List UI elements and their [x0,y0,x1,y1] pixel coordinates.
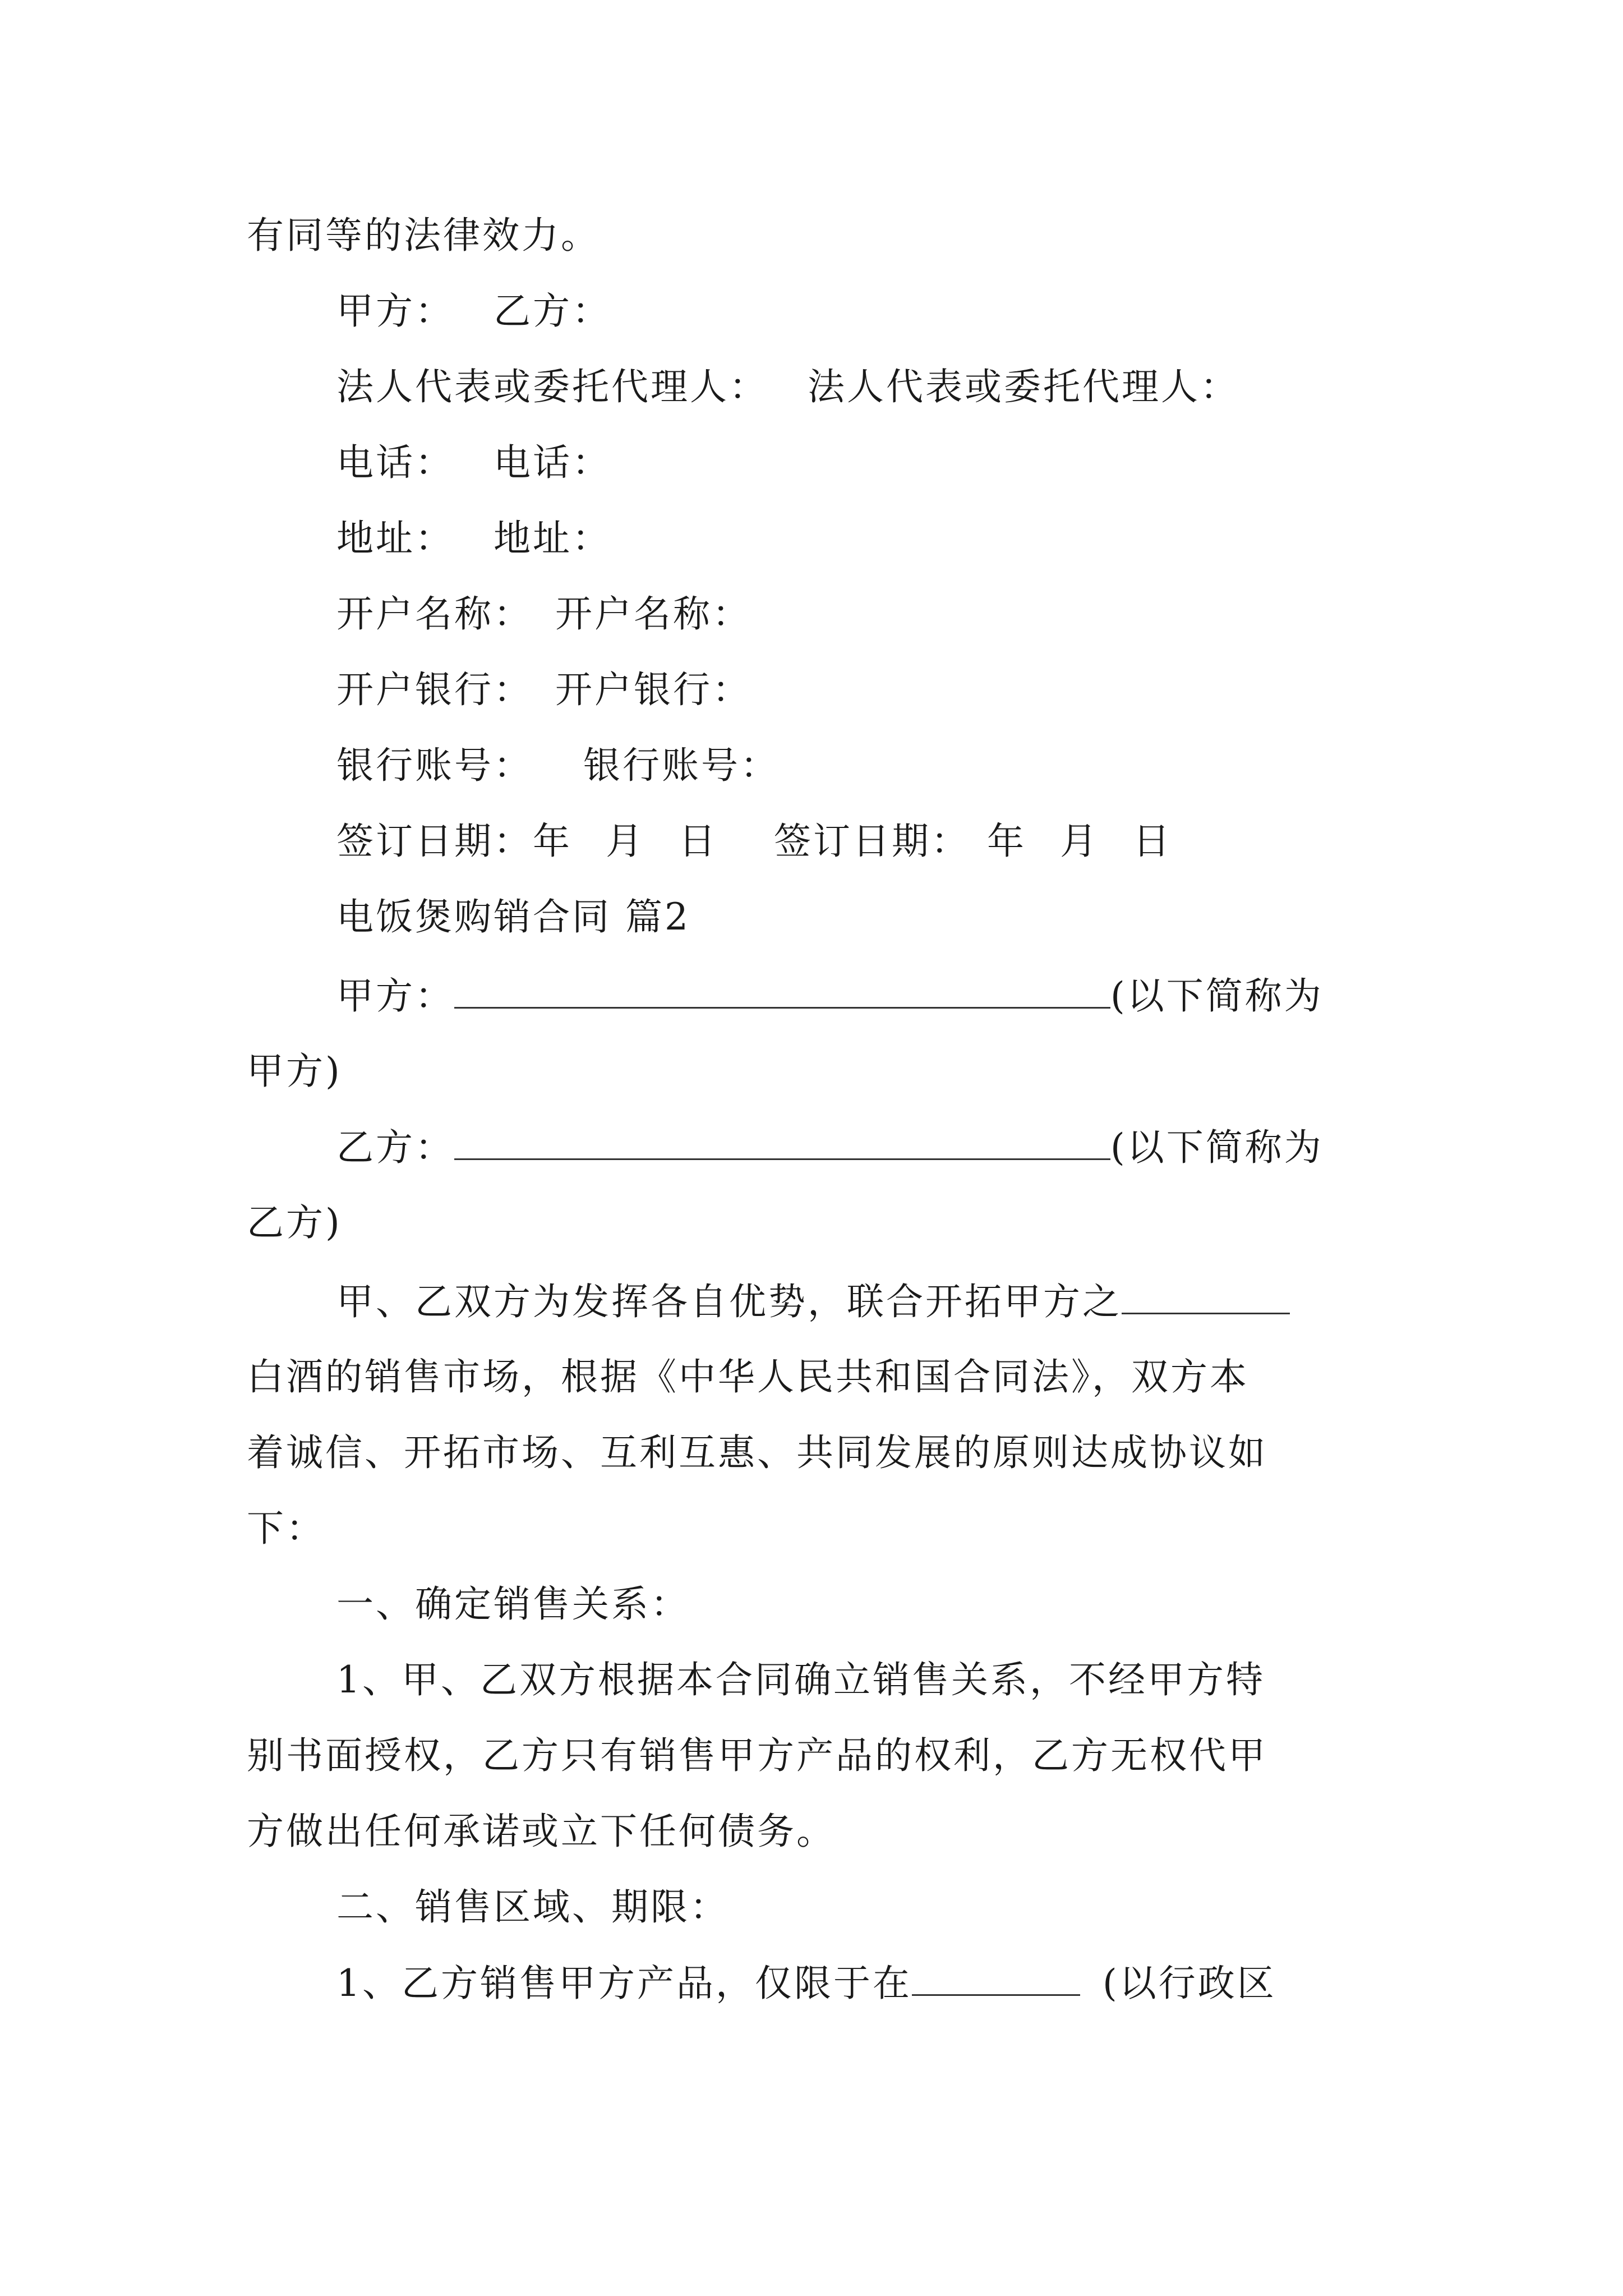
text: 乙方： [494,289,611,333]
text: 地址： [336,517,454,560]
signature-party-line [336,289,611,334]
signature-representative-line [336,365,1239,409]
signature-bank-account-line [336,743,780,788]
party-a-line [336,973,1324,1018]
text: 开户银行： [555,668,751,711]
paragraph-line [247,1506,325,1551]
text: 开户名称： [336,592,533,636]
text: 白酒的销售市场，根据《中华人民共和国合同法》，双方本 [247,1355,1249,1398]
text: 甲、乙双方为发挥各自优势，联合开拓甲方之 [336,1280,1122,1323]
clause-heading [336,1885,729,1930]
text: 月 [606,820,645,863]
signature-date-line [336,819,1172,864]
paragraph-line [247,1430,1267,1475]
paragraph-line [247,1809,836,1854]
text: 签订日期： [336,820,533,863]
fill-blank [912,1961,1080,1996]
text: 银行账号： [583,744,780,787]
text: 乙方： [336,1126,454,1169]
text: 下： [247,1507,325,1550]
fill-blank [454,1125,1110,1160]
paragraph-line [336,1658,1265,1703]
text: 银行账号： [336,744,533,787]
text: 年 [987,820,1026,863]
signature-address-line [336,516,611,561]
text: 一、确定销售关系： [336,1582,690,1626]
text-line [247,1049,342,1094]
text: 二、销售区域、期限： [336,1885,729,1929]
text-line [247,213,600,258]
text: 甲方) [247,1050,342,1093]
text: 日 [1133,820,1172,863]
text: 方做出任何承诺或立下任何债务。 [247,1810,836,1853]
text: 签订日期： [774,820,970,863]
paragraph-line [247,1733,1267,1778]
signature-account-name-line [336,592,751,637]
text: 月 [1060,820,1099,863]
text: 地址： [494,517,611,560]
text: 着诚信、开拓市场、互利互惠、共同发展的原则达成协议如 [247,1431,1267,1474]
text: (以下简称为 [1110,974,1324,1018]
text: (以下简称为 [1110,1126,1324,1169]
text: 法人代表或委托代理人： [336,365,768,408]
party-b-line [336,1125,1324,1170]
text: 日 [679,820,718,863]
paragraph-line [336,1961,1276,2005]
fill-blank [1122,1279,1290,1314]
text-line [247,1200,342,1245]
text: (以行政区 [1103,1962,1276,2005]
fill-blank [454,973,1110,1009]
text: 有同等的法律效力。 [247,214,600,257]
text: 乙方) [247,1201,342,1244]
text: 甲方： [336,289,454,333]
text: 别书面授权，乙方只有销售甲方产品的权利，乙方无权代甲 [247,1734,1267,1777]
paragraph-line [247,1355,1249,1400]
text: 电话： [336,441,454,484]
signature-phone-line [336,440,611,485]
paragraph-line [336,1279,1290,1324]
text: 法人代表或委托代理人： [808,365,1239,408]
text: 电话： [494,441,611,484]
signature-bank-line [336,668,751,712]
text: 开户银行： [336,668,533,711]
text: 开户名称： [555,592,751,636]
text: 电饭煲购销合同 篇2 [336,895,690,938]
text: 1、甲、乙双方根据本合同确立销售关系，不经甲方特 [336,1658,1265,1701]
section-heading [336,895,690,940]
text: 年 [533,820,572,863]
text: 甲方： [336,974,454,1018]
text: 1、乙方销售甲方产品，仅限于在 [336,1962,912,2005]
clause-heading [336,1582,690,1627]
